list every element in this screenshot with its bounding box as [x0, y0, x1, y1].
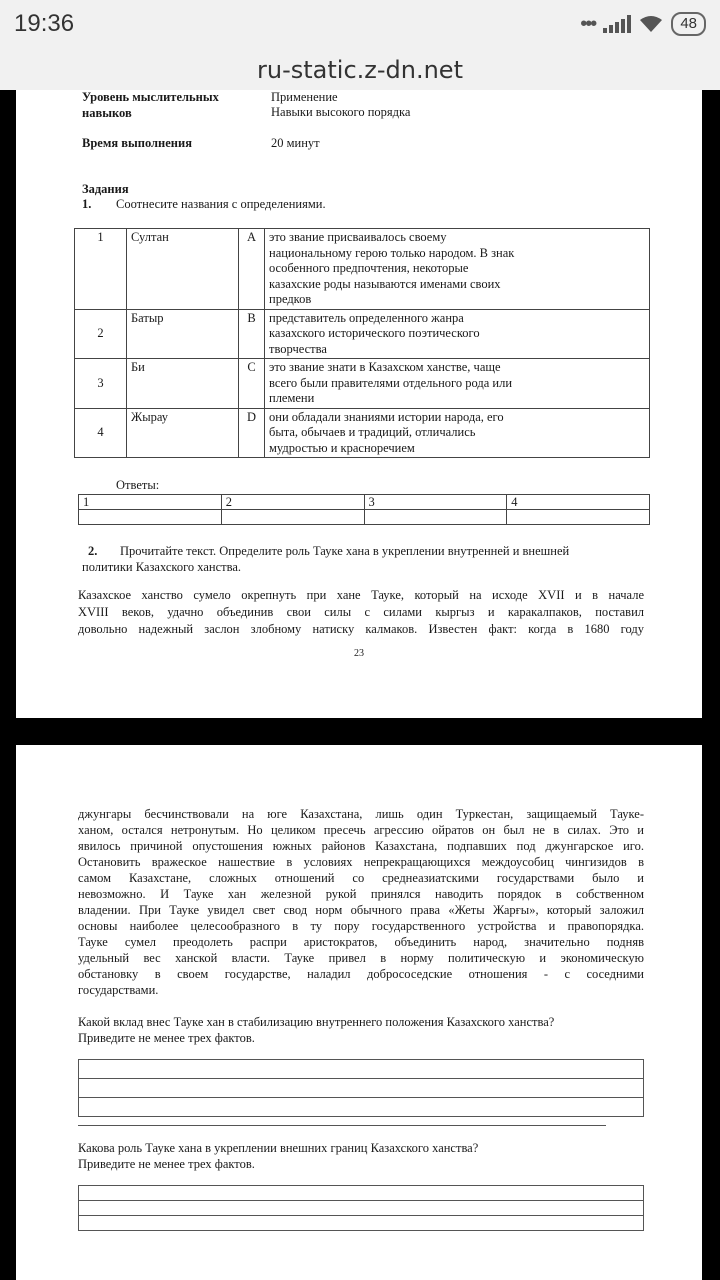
row-term: Султан — [127, 229, 239, 310]
task1-text: Соотнесите названия с определениями. — [116, 197, 326, 211]
row-term: Батыр — [127, 309, 239, 359]
answer-line[interactable] — [79, 1079, 644, 1098]
paragraph-line: обстановку в своем государстве, наладил добрососедские отношения - с соседними — [78, 967, 644, 981]
row-definition: это звание знати в Казахском ханстве, чаще всего были правителями отдельного рода или племени — [265, 359, 650, 409]
paragraph-line: джунгары бесчинствовали на юге Казахстана, лишь один Туркестан, защищаемый Тауке- — [78, 807, 644, 821]
meta-value-duration: 20 минут — [271, 136, 320, 150]
row-definition: они обладали знаниями истории народа, его быта, обычаев и традиций, отличались мудростью и красноречием — [265, 408, 650, 458]
answer-cell-3[interactable] — [364, 510, 507, 525]
document-page-2 — [16, 745, 702, 1280]
table-row — [75, 229, 650, 310]
paragraph-line: самом Казахстане, сложных отношений со среднеазиатскими государствами было и — [78, 871, 644, 885]
answer-lines-2[interactable] — [78, 1185, 644, 1231]
task1-number: 1. — [82, 197, 92, 211]
meta-value-thinking-level-2: Навыки высокого порядка — [271, 105, 411, 119]
row-letter: B — [239, 309, 265, 359]
meta-value-thinking-level-1: Применение — [271, 90, 338, 104]
answers-label: Ответы: — [116, 478, 160, 492]
paragraph-line: владении. При Тауке увидел свет свод норм обычного права «Жеты Жарғы», который заложил — [78, 903, 644, 917]
paragraph-line: невозможно. И Тауке хан железной рукой принялся наводить порядок в собственном — [78, 887, 644, 901]
status-icons — [580, 12, 706, 36]
tasks-heading: Задания — [82, 182, 129, 196]
question1-line-2: Приведите не менее трех фактов. — [78, 1031, 255, 1045]
table-row — [75, 359, 650, 409]
row-definition: это звание присваивалось своему национальному герою только народом. В знак особенного предпочтения, некоторые казахские роды называются именами своих предков — [265, 229, 650, 310]
answer-cell-4[interactable] — [507, 510, 650, 525]
paragraph-line: удельный вес ханской власти. Тауке привел в норму политическую и экономическую — [78, 951, 644, 965]
row-number: 4 — [75, 408, 127, 458]
answer-header-2: 2 — [221, 495, 364, 510]
wifi-icon — [639, 15, 663, 33]
page-number: 23 — [354, 648, 364, 659]
answer-header-3: 3 — [364, 495, 507, 510]
row-definition: представитель определенного жанра казахского исторического поэтического творчества — [265, 309, 650, 359]
document-page-1 — [16, 90, 702, 718]
table-row — [79, 510, 650, 525]
battery-icon: 48 — [671, 12, 706, 36]
task2-line-1: Прочитайте текст. Определите роль Тауке хана в укреплении внутренней и внешней — [120, 544, 570, 558]
address-bar[interactable]: ru-static.z-dn.net — [0, 52, 720, 90]
matching-table — [74, 228, 650, 458]
more-dots-icon: ••• — [580, 12, 596, 35]
answer-lines-1[interactable] — [78, 1059, 644, 1117]
row-number: 2 — [75, 309, 127, 359]
answers-table — [78, 494, 650, 525]
table-row — [75, 408, 650, 458]
question2-line-1: Какова роль Тауке хана в укреплении внешних границ Казахского ханства? — [78, 1141, 479, 1155]
paragraph-line: довольно надежный заслон злобному натиску калмаков. Известен факт: когда в 1680 году — [78, 622, 644, 636]
paragraph-line: XVIII веков, удачно объединив свои силы с силами кыргыз и каракалпаков, поставил — [78, 605, 644, 619]
row-term: Жырау — [127, 408, 239, 458]
status-bar — [0, 0, 720, 52]
answer-cell-2[interactable] — [221, 510, 364, 525]
answer-line[interactable] — [79, 1060, 644, 1079]
row-term: Би — [127, 359, 239, 409]
answer-header-1: 1 — [79, 495, 222, 510]
paragraph-line: государствами. — [78, 983, 159, 997]
row-letter: C — [239, 359, 265, 409]
table-row — [79, 495, 650, 510]
paragraph-line: Остановить вражеское нашествие в условиях непрекращающихся междоусобиц чингизидов в — [78, 855, 644, 869]
row-letter: D — [239, 408, 265, 458]
paragraph-line: Тауке сумел преодолеть распри аристократов, объединить народ, значительно подняв — [78, 935, 644, 949]
status-time: 19:36 — [14, 10, 75, 37]
task2-line-2: политики Казахского ханства. — [82, 560, 242, 574]
table-row — [75, 309, 650, 359]
question2-line-2: Приведите не менее трех фактов. — [78, 1157, 255, 1171]
row-letter: A — [239, 229, 265, 310]
answer-cell-1[interactable] — [79, 510, 222, 525]
meta-label-thinking-level: Уровень мыслительных навыков — [82, 90, 219, 120]
question1-line-1: Какой вклад внес Тауке хан в стабилизацию внутреннего положения Казахского ханства? — [78, 1015, 555, 1029]
divider-line — [78, 1125, 606, 1126]
signal-icon — [603, 15, 631, 33]
meta-label-duration: Время выполнения — [82, 136, 192, 150]
answer-line[interactable] — [79, 1216, 644, 1231]
answer-header-4: 4 — [507, 495, 650, 510]
paragraph-line: явилось причиной опустошения южных районов Казахстана, подпавших под джунгарское иго. — [78, 839, 644, 853]
paragraph-line: Казахское ханство сумело окрепнуть при хане Тауке, который на исходе XVII и в начале — [78, 588, 644, 602]
answer-line[interactable] — [79, 1186, 644, 1201]
answer-line[interactable] — [79, 1098, 644, 1117]
row-number: 3 — [75, 359, 127, 409]
answer-line[interactable] — [79, 1201, 644, 1216]
paragraph-line: основы наиболее целесообразного в ту пору государственного устройства и правопорядка. — [78, 919, 644, 933]
paragraph-line: ханом, остался нетронутым. Но целиком пресечь агрессию ойратов он был не в силах. Это и — [78, 823, 644, 837]
task2-number: 2. — [88, 544, 98, 558]
row-number: 1 — [75, 229, 127, 310]
